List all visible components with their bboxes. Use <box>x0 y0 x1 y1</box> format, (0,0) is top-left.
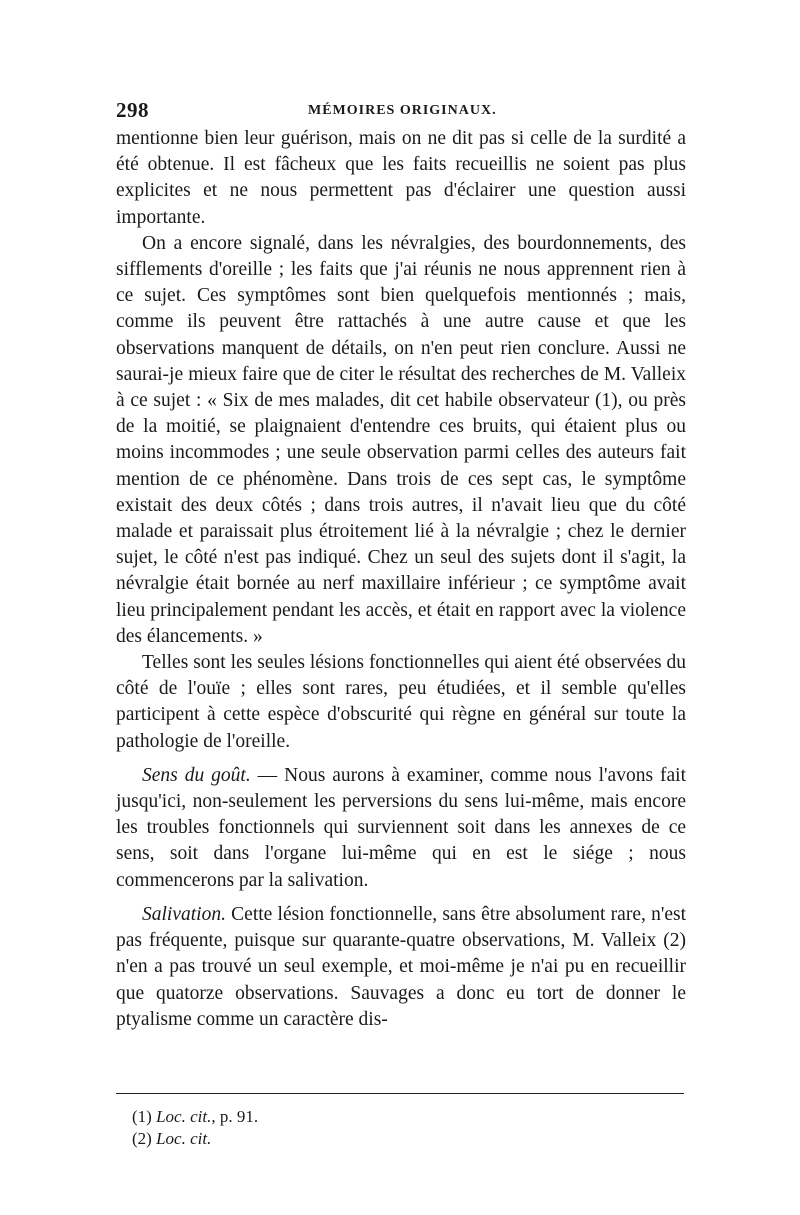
paragraph-text: — Nous aurons à examiner, comme nous l'avons fait jusqu'ici, non-seulement les perversions du sens lui-même, mais encore les troubles fonctionnels qui surviennent soit dans les annexes de ce sens, soit dans l'organe lui-même qui en est le siége ; nous commencerons par la salivation. <box>116 764 686 891</box>
paragraph-continuation <box>116 126 686 231</box>
footnote-2 <box>132 1128 672 1150</box>
footnotes <box>132 1106 672 1150</box>
section-heading-salivation: Salivation. <box>142 903 226 925</box>
section-heading-sens-du-gout: Sens du goût. <box>142 764 251 786</box>
footnote-mark: (1) <box>132 1107 152 1126</box>
paragraph-text: Telles sont les seules lésions fonctionnelles qui aient été observées du côté de l'ouïe ; elles sont rares, peu étudiées, et il semble qu'elles participent à cette espèce d'obscurité qui règne en général sur toute la pathologie de l'oreille. <box>116 652 686 752</box>
body-text <box>116 126 686 1033</box>
footnote-divider <box>116 1093 684 1094</box>
footnote-ref: Loc. cit. <box>156 1129 212 1148</box>
footnote-ref: Loc. cit. <box>156 1107 212 1126</box>
paragraph-text: mentionne bien leur guérison, mais on ne dit pas si celle de la surdité a été obtenue. Il est fâcheux que les faits recueillis ne soient pas plus explicites et ne nous permettent pas d'éclairer une question aussi importante. <box>116 128 686 228</box>
paragraph-salivation <box>116 902 686 1033</box>
paragraph-text: On a encore signalé, dans les névralgies, des bourdonnements, des sifflements d'oreille ; les faits que j'ai réunis ne nous apprennent rien à ce sujet. Ces symptômes sont bien quelquefois mentionnés ; mais, comme ils peuvent être rattachés à une autre cause et que les observations manquent de détails, on n'en peut rien conclure. Aussi ne saurai-je mieux faire que de citer le résultat des recherches de M. Valleix à ce sujet : « Six de mes malades, dit cet habile observateur (1), ou près de la moitié, se plaignaient d'entendre ces bruits, qui étaient plus ou moins incommodes ; une seule observation parmi celles des auteurs fait mention de ce phénomène. Dans trois de ces sept cas, le symptôme existait des deux côtés ; dans trois autres, il n'avait lieu que du côté malade et paraissait plus étroitement lié à la névralgie ; chez le dernier sujet, le côté n'est pas indiqué. Chez un seul des sujets dont il s'agit, la névralgie était bornée au nerf maxillaire inférieur ; ce symptôme avait lieu principalement pendant les accès, et était en rapport avec la violence des élancements. » <box>116 232 686 647</box>
footnote-mark: (2) <box>132 1129 152 1148</box>
paragraph-sens-du-gout <box>116 763 686 894</box>
page-header <box>116 98 686 122</box>
page-number: 298 <box>116 98 149 122</box>
paragraph-text: Cette lésion fonctionnelle, sans être absolument rare, n'est pas fréquente, puisque sur quarante-quatre observations, M. Valleix (2) n'en a pas trouvé un seul exemple, et moi-même je n'ai pu en recueillir que quatorze observations. Sauvages a donc eu tort de donner le ptyalisme comme un caractère dis- <box>116 903 686 1030</box>
running-head: MÉMOIRES ORIGINAUX. <box>308 103 497 118</box>
paragraph-telles-sont <box>116 650 686 755</box>
paragraph-nevralgies <box>116 231 686 650</box>
footnote-rest: , p. 91. <box>211 1107 259 1126</box>
footnote-1 <box>132 1106 672 1128</box>
